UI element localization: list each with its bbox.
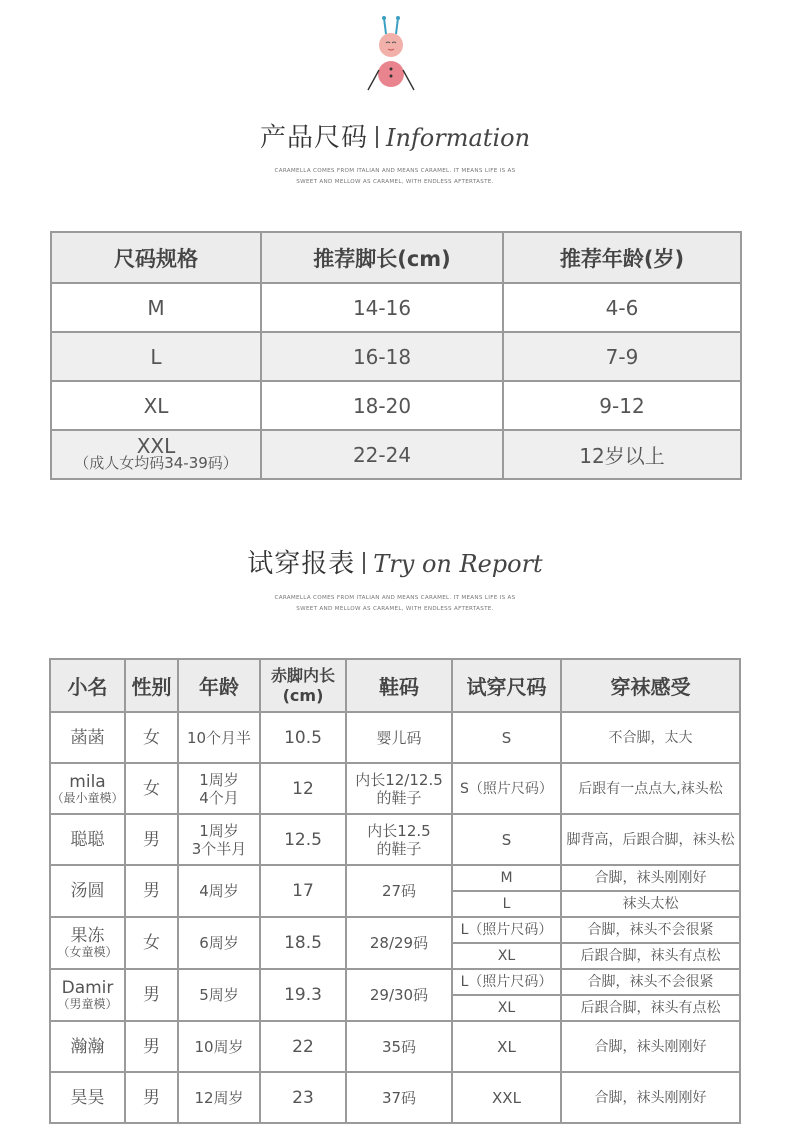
table-row [51,283,741,332]
shoe-cell [346,763,452,814]
report-tagline-line-1: CARAMELLA COMES FROM ITALIAN AND MEANS CARAMEL. IT MEANS LIFE IS AS [274,595,516,601]
foot-cell: 14-16 [261,283,503,332]
report-tagline-line-2: SWEET AND MELLOW AS CARAMEL, WITH ENDLESS AFTERTASTE. [296,606,494,612]
header-gender: 性别 [125,659,178,712]
shoe-cell: 37码 [346,1072,452,1123]
size-tagline [0,166,790,188]
gender-cell: 男 [125,865,178,917]
name-cell: 瀚瀚 [50,1021,125,1072]
foot-cell: 22 [260,1021,346,1072]
table-row [50,865,740,891]
gender-cell: 女 [125,763,178,814]
feel-cell: 袜头太松 [561,891,740,917]
size-tagline-line-2: SWEET AND MELLOW AS CARAMEL, WITH ENDLESS AFTERTASTE. [296,179,494,185]
feel-cell: 后跟合脚，袜头有点松 [561,943,740,969]
table-row [51,430,741,479]
trial-cell: M [452,865,561,891]
age-cell: 12周岁 [178,1072,260,1123]
feel-cell: 合脚，袜头刚刚好 [561,1021,740,1072]
age-line-2: 4个月 [199,788,239,807]
table-row [51,332,741,381]
name-cell: 菡菡 [50,712,125,763]
size-tagline-line-1: CARAMELLA COMES FROM ITALIAN AND MEANS CARAMEL. IT MEANS LIFE IS AS [274,168,516,174]
gender-cell: 男 [125,814,178,865]
shoe-line-1: 内长12.5 [367,821,431,840]
try-on-report-table [49,658,741,1124]
report-tagline [0,593,790,615]
header-age: 年龄 [178,659,260,712]
shoe-line-2: 的鞋子 [376,788,422,807]
table-row [50,712,740,763]
foot-cell: 18.5 [260,917,346,969]
gender-cell: 男 [125,969,178,1021]
report-section-title [0,543,790,580]
feel-cell: 后跟合脚，袜头有点松 [561,995,740,1021]
trial-cell: S [452,814,561,865]
trial-cell: XXL [452,1072,561,1123]
header-foot-length [260,659,346,712]
report-title-cn: 试穿报表 [247,549,356,579]
age-line-1: 1周岁 [199,770,239,789]
age-line-2: 3个半月 [191,839,247,858]
gender-cell: 女 [125,917,178,969]
shoe-line-1: 内长12/12.5 [355,770,443,789]
header-foot-length: 推荐脚长(cm) [261,232,503,283]
header-name: 小名 [50,659,125,712]
header-trial-size: 试穿尺码 [452,659,561,712]
shoe-cell: 35码 [346,1021,452,1072]
size-title-cn: 产品尺码 [259,123,368,153]
gender-cell: 男 [125,1072,178,1123]
shoe-cell [346,814,452,865]
foot-cell: 22-24 [261,430,503,479]
foot-cell: 23 [260,1072,346,1123]
table-row [50,763,740,814]
shoe-cell: 29/30码 [346,969,452,1021]
name-note: （女童模） [57,945,118,959]
feel-cell: 脚背高，后跟合脚，袜头松 [561,814,740,865]
trial-cell: XL [452,943,561,969]
shoe-cell: 27码 [346,865,452,917]
size-section-title [0,117,790,154]
feel-cell: 合脚，袜头刚刚好 [561,865,740,891]
age-cell [178,763,260,814]
report-table-header [50,659,740,712]
name-note: （男童模） [57,997,118,1011]
title-divider [363,552,365,574]
feel-cell: 不合脚，太大 [561,712,740,763]
gender-cell: 女 [125,712,178,763]
feel-cell: 后跟有一点点大,袜头松 [561,763,740,814]
age-cell: 4-6 [503,283,741,332]
shoe-cell: 28/29码 [346,917,452,969]
trial-cell: L（照片尺码） [452,969,561,995]
gender-cell: 男 [125,1021,178,1072]
name-text: 果冻 [70,926,105,946]
foot-cell: 18-20 [261,381,503,430]
size-note: （成人女均码34-39码） [74,454,238,472]
name-cell [50,969,125,1021]
shoe-cell: 婴儿码 [346,712,452,763]
age-cell: 7-9 [503,332,741,381]
trial-cell: L（照片尺码） [452,917,561,943]
table-row [50,1072,740,1123]
table-row [50,1021,740,1072]
size-code: XXL [136,434,176,458]
header-size: 尺码规格 [51,232,261,283]
trial-cell: XL [452,1021,561,1072]
foot-cell: 19.3 [260,969,346,1021]
header-age: 推荐年龄(岁) [503,232,741,283]
age-line-1: 1周岁 [199,821,239,840]
table-row [50,917,740,943]
feel-cell: 合脚，袜头不会很紧 [561,917,740,943]
foot-cell: 17 [260,865,346,917]
foot-cell: 10.5 [260,712,346,763]
header-feeling: 穿袜感受 [561,659,740,712]
trial-cell: L [452,891,561,917]
header-shoe-size: 鞋码 [346,659,452,712]
shoe-line-2: 的鞋子 [376,839,422,858]
size-cell: M [51,283,261,332]
size-cell: XL [51,381,261,430]
mascot-illustration [365,14,417,94]
trial-cell: S（照片尺码） [452,763,561,814]
table-row [50,969,740,995]
age-cell: 10周岁 [178,1021,260,1072]
age-cell: 12岁以上 [503,430,741,479]
trial-cell: S [452,712,561,763]
foot-cell: 12.5 [260,814,346,865]
size-cell [51,430,261,479]
name-cell: 昊昊 [50,1072,125,1123]
name-note: （最小童模） [51,790,124,805]
feel-cell: 合脚，袜头不会很紧 [561,969,740,995]
name-cell [50,917,125,969]
feel-cell: 合脚，袜头刚刚好 [561,1072,740,1123]
table-row [51,381,741,430]
header-foot-length-line-2: (cm) [282,685,324,705]
table-row [50,814,740,865]
name-cell [50,763,125,814]
age-cell: 5周岁 [178,969,260,1021]
foot-cell: 16-18 [261,332,503,381]
age-cell [178,814,260,865]
size-table-header [51,232,741,283]
name-cell: 汤圆 [50,865,125,917]
name-text: mila [69,771,106,792]
age-cell: 4周岁 [178,865,260,917]
title-divider [376,126,378,148]
report-title-en: Try on Report [373,550,543,578]
size-table [50,231,742,480]
trial-cell: XL [452,995,561,1021]
name-cell: 聪聪 [50,814,125,865]
foot-cell: 12 [260,763,346,814]
age-cell: 10个月半 [178,712,260,763]
name-text: Damir [61,978,114,998]
header-foot-length-line-1: 赤脚内长 [270,665,335,685]
age-cell: 6周岁 [178,917,260,969]
age-cell: 9-12 [503,381,741,430]
size-cell: L [51,332,261,381]
size-title-en: Information [385,124,531,152]
